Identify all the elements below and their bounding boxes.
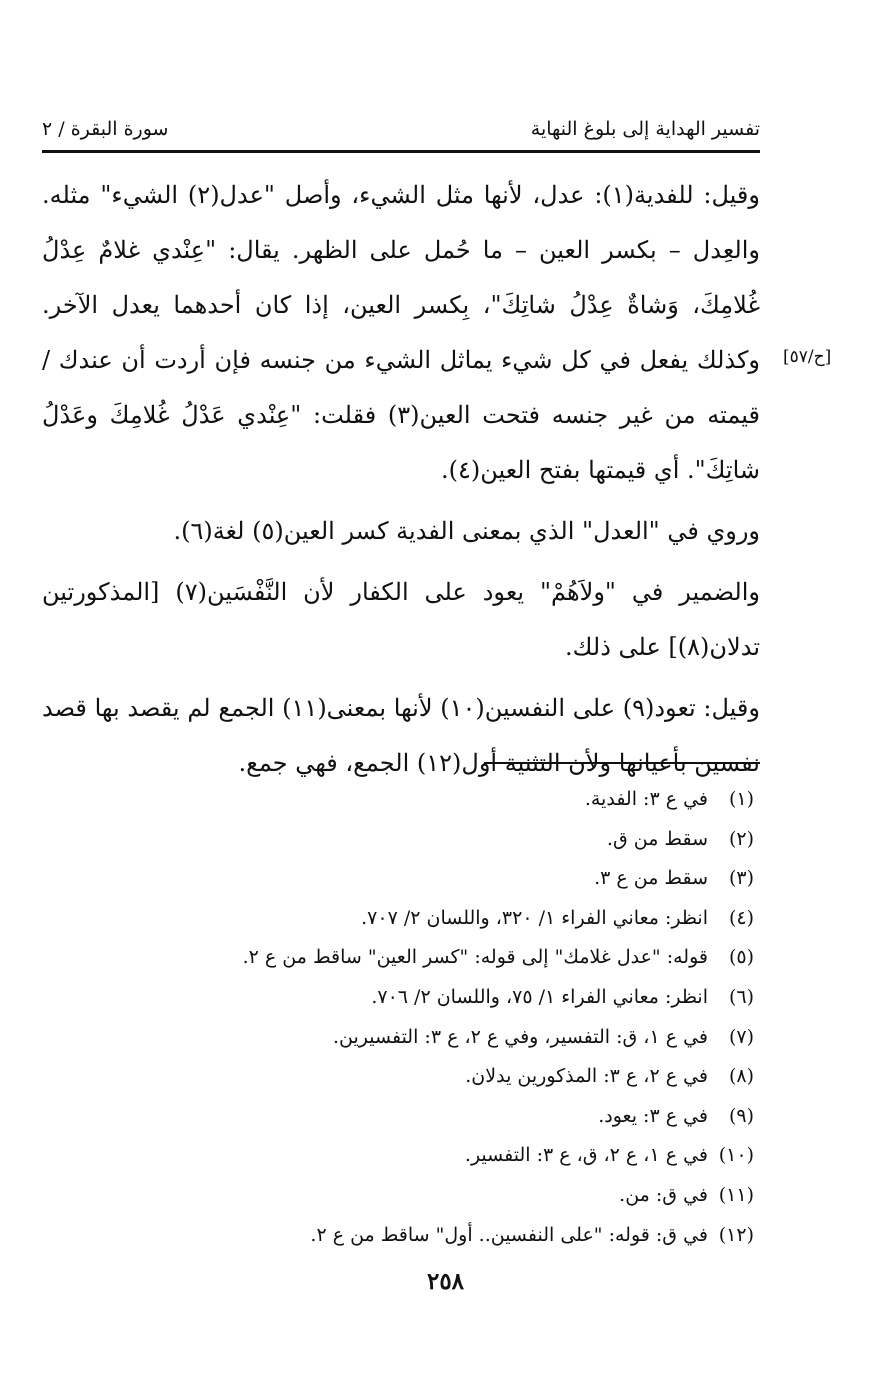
footnote (42, 899, 754, 939)
footnote-text: انظر: معاني الفراء ١/ ٧٥، واللسان ٢/ ٧٠٦. (371, 985, 708, 1008)
manuscript-folio-marker: [ح/٥٧] (783, 347, 832, 367)
footnote-text: في ق: من. (619, 1183, 708, 1206)
footnote-number: (٨) (728, 1065, 754, 1088)
footnote (42, 1136, 754, 1176)
footnote (42, 978, 754, 1018)
footnote-text: سقط من ع ٣. (594, 867, 708, 890)
running-head (42, 112, 760, 146)
footnote-number: (٩) (728, 1104, 754, 1127)
footnote (42, 859, 754, 899)
footnote-text: سقط من ق. (606, 827, 708, 850)
page-number: ٢٥٨ (426, 1268, 465, 1295)
footnote (42, 938, 754, 978)
footnote-number: (١١) (718, 1183, 754, 1206)
footnote-number: (١٢) (718, 1223, 754, 1246)
footnote (42, 1097, 754, 1137)
footnote (42, 780, 754, 820)
footnotes (42, 780, 754, 1255)
footnote-text: في ع ١، ق: التفسير، وفي ع ٢، ع ٣: التفسيرين. (333, 1025, 708, 1048)
footnote-separator (484, 762, 760, 764)
footnote (42, 1057, 754, 1097)
footnote-number: (٢) (728, 827, 754, 850)
footnote-text: في ع ٣: يعود. (598, 1104, 708, 1127)
footnote (42, 1216, 754, 1256)
surah-title: سورة البقرة / ٢ (42, 118, 169, 140)
footnote-number: (٧) (728, 1025, 754, 1048)
book-title: تفسير الهداية إلى بلوغ النهاية (530, 118, 760, 140)
footnote-text: في ع ٢، ع ٣: المذكورين يدلان. (465, 1065, 708, 1088)
footnote-number: (١) (728, 788, 754, 810)
footnote-number: (٤) (728, 906, 754, 929)
main-text (42, 168, 760, 791)
footnote-text: انظر: معاني الفراء ١/ ٣٢٠، واللسان ٢/ ٧٠٧. (361, 906, 708, 929)
paragraph: وقيل: تعود(٩) على النفسين(١٠) لأنها بمعنى(١١) الجمع لم يقصد بها قصد نفسين بأعيانها ولأن التثنية أول(١٢) الجمع، فهي جمع. (42, 694, 760, 777)
footnote (42, 820, 754, 860)
header-rule (42, 150, 760, 153)
footnote-text: في ق: قوله: "على النفسين.. أول" ساقط من ع ٢. (310, 1223, 708, 1246)
footnote-number: (١٠) (718, 1144, 754, 1167)
paragraph: وقيل: للفدية(١): عدل، لأنها مثل الشيء، وأصل "عدل(٢) الشيء" مثله. والعِدل – بكسر العين – ما حُمل على الظهر. يقال: "عِنْدي غلامٌ عِدْلُ غُلامِكَ، وَشاةٌ عِدْلُ شاتِكَ"، بِكسر العين، إذا كان أحدهما يعدل الآخر. وكذلك يفعل في كل شيء يماثل الشيء من جنسه فإن أردت أن عندك / قيمته من غير جنسه فتحت العين(٣) فقلت: "عِنْدي عَدْلُ غُلامِكَ وعَدْلُ شاتِكَ". أي قيمتها بفتح العين(٤). (42, 181, 761, 484)
footnote (42, 1176, 754, 1216)
paragraph: وروي في "العدل" الذي بمعنى الفدية كسر العين(٥) لغة(٦). (173, 517, 760, 545)
footnote-text: في ع ٣: الفدية. (584, 788, 708, 810)
footnote-number: (٦) (728, 985, 754, 1008)
footnote-number: (٥) (728, 946, 754, 969)
paragraph: والضمير في "ولاَهُمْ" يعود على الكفار لأن النَّفْسَين(٧) [المذكورتين تدلان(٨)] على ذلك. (42, 578, 760, 661)
footnote (42, 1018, 754, 1058)
footnote-text: قوله: "عدل غلامك" إلى قوله: "كسر العين" ساقط من ع ٢. (242, 946, 708, 969)
footnote-text: في ع ١، ع ٢، ق، ع ٣: التفسير. (464, 1144, 708, 1167)
footnote-number: (٣) (728, 867, 754, 890)
